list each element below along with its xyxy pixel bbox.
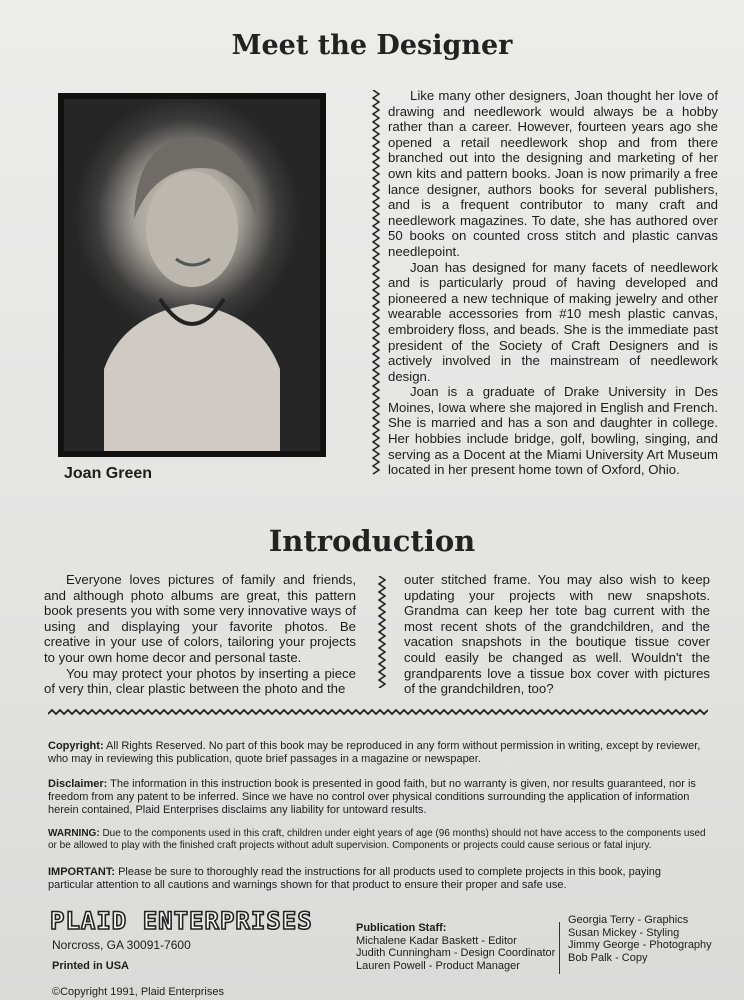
photo-image <box>64 99 320 451</box>
important-label: IMPORTANT: <box>48 866 116 878</box>
publication-staff <box>356 922 555 972</box>
introduction-left-column <box>44 572 356 697</box>
portrait-illustration <box>64 99 320 451</box>
staff-member: Jimmy George - Photography <box>568 939 712 951</box>
staff-member: Judith Cunningham - Design Coordinator <box>356 947 556 959</box>
copyright-text: All Rights Reserved. No part of this book may be reproduced in any form without permission in writing, except by reviewer, who may in reviewing this publication, quote brief passages in a magazine or newspaper. <box>48 740 701 765</box>
designer-photo <box>58 93 326 457</box>
warning-notice <box>48 828 708 852</box>
staff-divider <box>559 922 560 974</box>
printed-in: Printed in USA <box>52 960 130 972</box>
publisher-address: Norcross, GA 30091-7600 <box>52 938 191 952</box>
staff-member: Bob Palk - Copy <box>568 951 648 964</box>
important-text: Please be sure to thoroughly read the instructions for all products used to complete projects in this book, paying particular attention to all cautions and warnings shown for that product to ensure their proper and safe use. <box>48 866 662 891</box>
vertical-zigzag-divider-top <box>372 90 380 476</box>
staff-member: Susan Mickey - Styling <box>568 926 680 939</box>
staff-heading: Publication Staff: <box>356 922 447 934</box>
vertical-zigzag-divider-intro <box>378 576 386 688</box>
copyright-label: Copyright: <box>48 740 104 752</box>
disclaimer-label: Disclaimer: <box>48 778 108 790</box>
disclaimer-notice <box>48 778 708 817</box>
warning-text: Due to the components used in this craft, children under eight years of age (96 months) should not have access to the components used or be allowed to play with the finished craft projects without adult supervision. Components or projects could cause serious or fatal injury. <box>48 828 706 851</box>
publication-staff-secondary <box>568 914 712 964</box>
important-notice <box>48 866 708 892</box>
staff-member: Georgia Terry - Graphics <box>568 914 689 926</box>
bio-paragraph: Joan is a graduate of Drake University in Des Moines, Iowa where she majored in English and French. She is married and has a son and daughter in college. Her hobbies include bridge, golf, bowling, singing, and serving as a Docent at the Miami University Art Museum located in her present home town of Oxford, Ohio. <box>388 384 718 478</box>
intro-paragraph: outer stitched frame. You may also wish to keep updating your projects with new snapshots. Grandma can keep her tote bag current with the most recent shots of the grandchildren, and the vacation snapshots in the boutique tissue cover could easily be changed as well. Wouldn't the grandparents love a tissue box cover with pictures of the grandchildren, too? <box>404 572 710 697</box>
horizontal-zigzag-divider <box>48 707 708 717</box>
copyright-notice <box>48 740 708 766</box>
introduction-title: Introduction <box>268 524 476 558</box>
designer-bio <box>388 88 718 478</box>
bio-paragraph: Joan has designed for many facets of needlework and is particularly proud of having developed and pioneered a new technique of making jewelry and other wearable accessories from #10 mesh plastic canvas, embroidery floss, and beads. She is the immediate past president of the Society of Craft Designers and is actively involved in the mainstream of needlework design. <box>388 259 718 384</box>
disclaimer-text: The information in this instruction book is presented in good faith, but no warranty is given, nor results guaranteed, nor is freedom from any patent to be inferred. Since we have no control over physical conditions surrounding the application of information herein contained, Plaid Enterprises disclaims any liability for untoward results. <box>48 778 696 816</box>
staff-member: Lauren Powell - Product Manager <box>356 959 520 972</box>
introduction-right-column <box>404 572 710 697</box>
staff-member: Michalene Kadar Baskett - Editor <box>356 934 517 947</box>
bio-paragraph: Like many other designers, Joan thought her love of drawing and needlework would always be a hobby rather than a career. However, fourteen years ago she opened a retail needlework shop and from there branched out into the designing and marketing of her own kits and pattern books. Joan is now primarily a free lance designer, authors books for several publishers, and is a frequent contributor to many craft and needlework magazines. To date, she has authored over 50 books on counted cross stitch and plastic canvas needlepoint. <box>388 88 718 259</box>
designer-title: Meet the Designer <box>231 30 513 61</box>
copyright-year: ©Copyright 1991, Plaid Enterprises <box>52 986 224 998</box>
photo-caption: Joan Green <box>64 465 153 482</box>
intro-paragraph: You may protect your photos by inserting a piece of very thin, clear plastic between the photo and the <box>44 665 356 697</box>
warning-label: WARNING: <box>48 828 100 839</box>
plaid-enterprises-logo: PLAID ENTERPRISES <box>50 907 313 935</box>
intro-paragraph: Everyone loves pictures of family and friends, and although photo albums are great, this pattern book presents you with some very innovative ways of using and displaying your favorite photos. Be creative in your use of colors, tailoring your projects to your own home decor and personal taste. <box>44 572 356 665</box>
